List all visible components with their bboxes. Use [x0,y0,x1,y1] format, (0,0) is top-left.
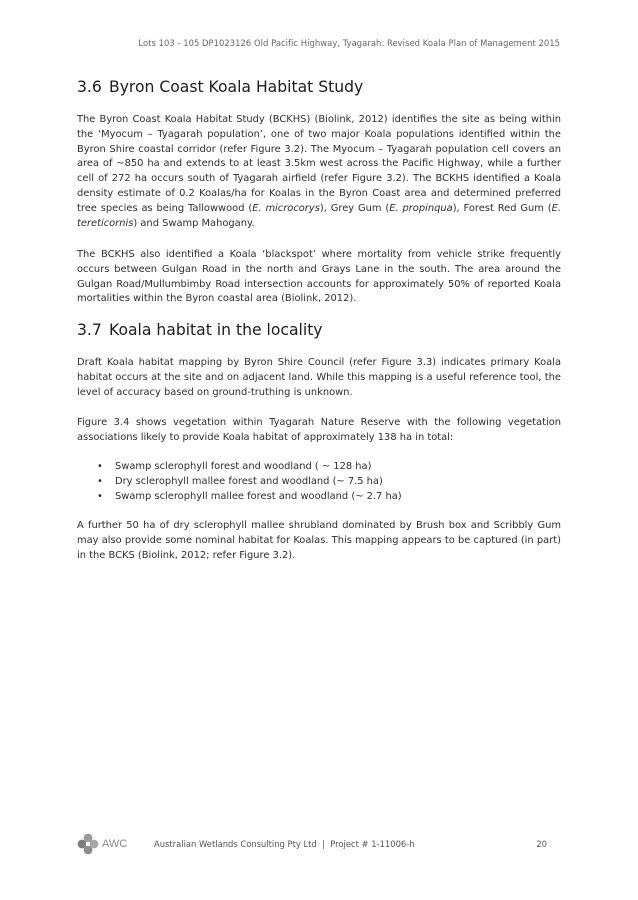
list-item-text: Swamp sclerophyll mallee forest and woodland (~ 2.7 ha) [115,490,402,502]
section-heading-3-7 [77,321,323,339]
species-name: E. tereticornis [77,202,561,229]
list-item-text: Dry sclerophyll mallee forest and woodland (~ 7.5 ha) [115,475,383,487]
species-name: E. propinqua [389,202,453,214]
running-header: Lots 103 - 105 DP1023126 Old Pacific Highway, Tyagarah: Revised Koala Plan of Management 2015 [138,38,560,48]
page-footer [77,833,561,857]
company-name: Australian Wetlands Consulting Pty Ltd [154,839,317,849]
page-number: 20 [536,839,547,849]
list-item [77,490,561,505]
paragraph-vegetation: Figure 3.4 shows vegetation within Tyagarah Nature Reserve with the following vegetation associations likely to provide Koala habitat of approximately 138 ha in total: [77,417,561,443]
list-item [77,475,561,490]
logo-text: AWC [102,838,128,850]
bullet-icon: • [97,490,103,502]
list-item [77,460,561,475]
paragraph-mallee-shrubland: A further 50 ha of dry sclerophyll mallee shrubland dominated by Brush box and Scribbly Gum may also provide some nominal habitat for Koalas. This mapping appears to be captured (in part) in the BCKS (Biolink, 2012; refer Figure 3.2). [77,520,561,561]
text-run: ) and Swamp Mahogany. [133,217,255,229]
paragraph-blackspot: The BCKHS also identified a Koala ‘blackspot’ where mortality from vehicle strike frequently occurs between Gulgan Road in the north and Grays Lane in the south. The area around the Gulgan Road/Mullumbimby Road intersection accounts for approximately 50% of reported Koala mortalities within the Byron coastal area (Biolink, 2012). [77,249,561,305]
section-title: Koala habitat in the locality [109,321,323,339]
species-name: E. microcorys [252,202,320,214]
bullet-icon: • [97,475,103,487]
section-title: Byron Coast Koala Habitat Study [109,78,364,96]
awc-logo-icon [77,833,99,855]
text-run: ), Forest Red Gum ( [452,202,552,214]
text-run: The Byron Coast Koala Habitat Study (BCKHS) (Biolink, 2012) identifies the site as being within the ‘Myocum – Tyagarah population’, one of two major Koala populations identified within the Byron Shire coastal corridor (refer Figure 3.2). The Myocum – Tyagarah population cell covers an area of ~850 ha and extends to at least 3.5km west across the Pacific Highway, while a further cell of 272 ha occurs south of Tyagarah airfield (refer Figure 3.2). The BCKHS identified a Koala density estimate of 0.2 Koalas/ha for Koalas in the Byron Coast area and determined preferred tree species as being Tallowwood ( [77,114,561,214]
paragraph-council-mapping: Draft Koala habitat mapping by Byron Shire Council (refer Figure 3.3) indicates primary Koala habitat occurs at the site and on adjacent land. While this mapping is a useful reference tool, the level of accuracy based on ground-truthing is unknown. [77,357,561,398]
project-number: Project # 1-11006-h [330,839,415,849]
footer-separator: | [322,839,325,849]
bullet-icon: • [97,461,103,472]
footer-company-project [154,839,415,849]
paragraph-bckhs-intro [77,113,561,231]
list-item-text: Swamp sclerophyll forest and woodland ( ~ 128 ha) [115,461,372,472]
section-heading-3-6 [77,78,363,96]
text-run: ), Grey Gum ( [319,202,390,214]
section-number: 3.6 [77,78,102,96]
vegetation-list [77,460,561,504]
section-number: 3.7 [77,321,102,339]
